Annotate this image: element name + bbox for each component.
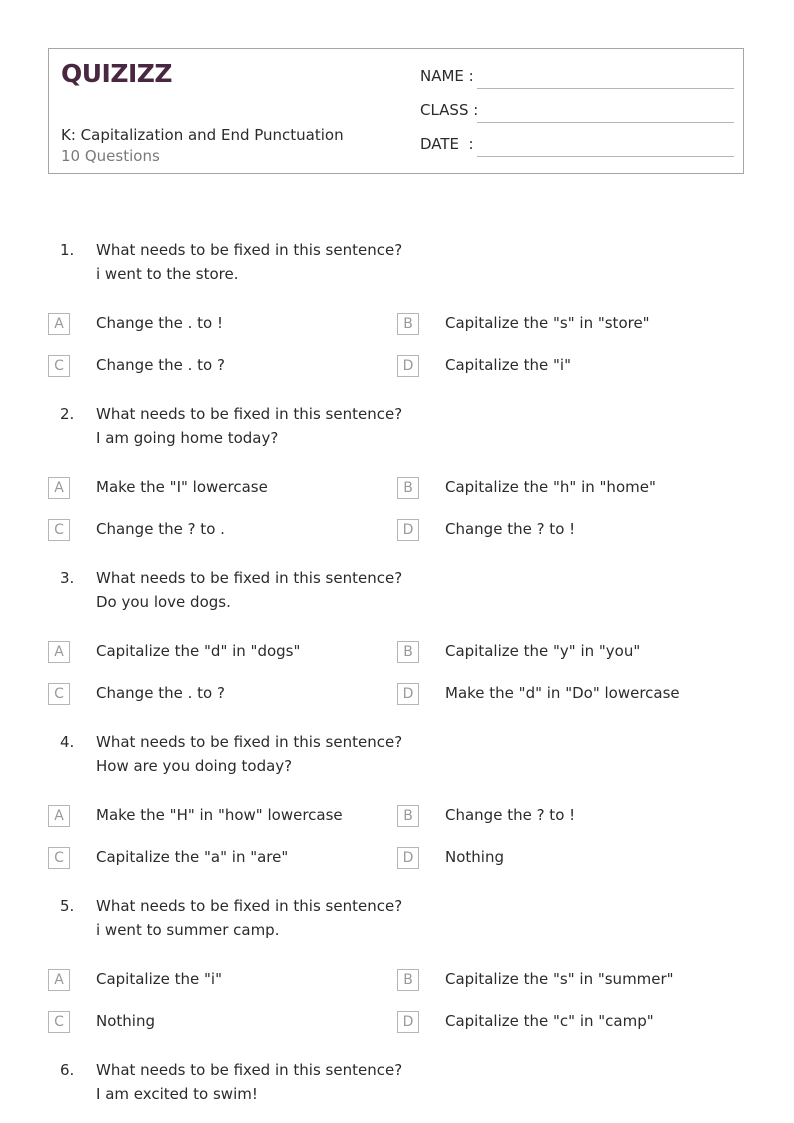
option-letter-box[interactable]: B: [397, 805, 419, 827]
worksheet-header: [48, 48, 744, 174]
option-letter-box[interactable]: D: [397, 847, 419, 869]
question-prompt: What needs to be fixed in this sentence?: [96, 897, 403, 915]
quizizz-logo: QUIZIZZ: [61, 59, 173, 88]
question-text: [96, 1058, 402, 1106]
option-text: Make the "H" in "how" lowercase: [96, 806, 343, 824]
date-label: DATE :: [420, 135, 474, 153]
option-letter-box[interactable]: B: [397, 313, 419, 335]
question-number: 6.: [60, 1061, 75, 1079]
question-prompt: What needs to be fixed in this sentence?: [96, 1061, 403, 1079]
option-text: Capitalize the "c" in "camp": [445, 1012, 654, 1030]
option-text: Capitalize the "h" in "home": [445, 478, 656, 496]
option-text: Capitalize the "s" in "store": [445, 314, 650, 332]
option-c[interactable]: [48, 1011, 368, 1035]
option-a[interactable]: [48, 641, 368, 665]
option-a[interactable]: [48, 969, 368, 993]
option-letter-box[interactable]: C: [48, 1011, 70, 1033]
question-sentence: How are you doing today?: [96, 757, 293, 775]
option-text: Make the "I" lowercase: [96, 478, 268, 496]
option-letter-box[interactable]: D: [397, 355, 419, 377]
option-text: Nothing: [445, 848, 504, 866]
option-text: Change the ? to !: [445, 806, 576, 824]
option-text: Capitalize the "i": [96, 970, 222, 988]
option-c[interactable]: [48, 519, 368, 543]
option-letter-box[interactable]: D: [397, 1011, 419, 1033]
option-d[interactable]: [397, 355, 717, 379]
class-label: CLASS :: [420, 101, 479, 119]
question-number: 5.: [60, 897, 75, 915]
question-text: [96, 238, 402, 286]
option-text: Capitalize the "d" in "dogs": [96, 642, 301, 660]
option-b[interactable]: [397, 313, 717, 337]
option-letter-box[interactable]: C: [48, 683, 70, 705]
option-c[interactable]: [48, 683, 368, 707]
option-text: Capitalize the "y" in "you": [445, 642, 641, 660]
option-letter-box[interactable]: C: [48, 355, 70, 377]
question-prompt: What needs to be fixed in this sentence?: [96, 241, 403, 259]
option-a[interactable]: [48, 313, 368, 337]
question-count: 10 Questions: [61, 147, 160, 165]
option-c[interactable]: [48, 355, 368, 379]
option-letter-box[interactable]: C: [48, 519, 70, 541]
option-letter-box[interactable]: C: [48, 847, 70, 869]
question-sentence: i went to summer camp.: [96, 921, 280, 939]
option-b[interactable]: [397, 805, 717, 829]
option-d[interactable]: [397, 519, 717, 543]
question-number: 1.: [60, 241, 75, 259]
question-sentence: i went to the store.: [96, 265, 239, 283]
option-b[interactable]: [397, 641, 717, 665]
question-prompt: What needs to be fixed in this sentence?: [96, 733, 403, 751]
option-text: Change the . to ?: [96, 684, 225, 702]
name-line[interactable]: [477, 88, 734, 89]
option-b[interactable]: [397, 969, 717, 993]
option-text: Change the ? to !: [445, 520, 576, 538]
class-field[interactable]: [420, 101, 734, 125]
option-text: Capitalize the "a" in "are": [96, 848, 289, 866]
question-number: 3.: [60, 569, 75, 587]
option-text: Make the "d" in "Do" lowercase: [445, 684, 680, 702]
option-letter-box[interactable]: B: [397, 641, 419, 663]
option-letter-box[interactable]: B: [397, 969, 419, 991]
option-c[interactable]: [48, 847, 368, 871]
option-a[interactable]: [48, 805, 368, 829]
date-line[interactable]: [477, 156, 734, 157]
question-sentence: I am going home today?: [96, 429, 279, 447]
worksheet-title: K: Capitalization and End Punctuation: [61, 126, 344, 144]
question-text: [96, 566, 402, 614]
option-letter-box[interactable]: B: [397, 477, 419, 499]
option-letter-box[interactable]: A: [48, 641, 70, 663]
option-d[interactable]: [397, 1011, 717, 1035]
option-d[interactable]: [397, 847, 717, 871]
question-prompt: What needs to be fixed in this sentence?: [96, 405, 403, 423]
option-d[interactable]: [397, 683, 717, 707]
option-text: Capitalize the "s" in "summer": [445, 970, 674, 988]
option-letter-box[interactable]: A: [48, 969, 70, 991]
option-letter-box[interactable]: D: [397, 683, 419, 705]
question-text: [96, 894, 402, 942]
option-b[interactable]: [397, 477, 717, 501]
option-letter-box[interactable]: A: [48, 805, 70, 827]
question-number: 2.: [60, 405, 75, 423]
option-letter-box[interactable]: D: [397, 519, 419, 541]
option-text: Change the . to ?: [96, 356, 225, 374]
question-text: [96, 730, 402, 778]
date-field[interactable]: [420, 135, 734, 159]
option-letter-box[interactable]: A: [48, 477, 70, 499]
name-label: NAME :: [420, 67, 474, 85]
question-sentence: Do you love dogs.: [96, 593, 231, 611]
question-sentence: I am excited to swim!: [96, 1085, 258, 1103]
question-prompt: What needs to be fixed in this sentence?: [96, 569, 403, 587]
question-text: [96, 402, 402, 450]
name-field[interactable]: [420, 67, 734, 91]
option-text: Change the ? to .: [96, 520, 225, 538]
class-line[interactable]: [477, 122, 734, 123]
question-number: 4.: [60, 733, 75, 751]
option-text: Change the . to !: [96, 314, 223, 332]
option-a[interactable]: [48, 477, 368, 501]
option-text: Nothing: [96, 1012, 155, 1030]
option-letter-box[interactable]: A: [48, 313, 70, 335]
option-text: Capitalize the "i": [445, 356, 571, 374]
